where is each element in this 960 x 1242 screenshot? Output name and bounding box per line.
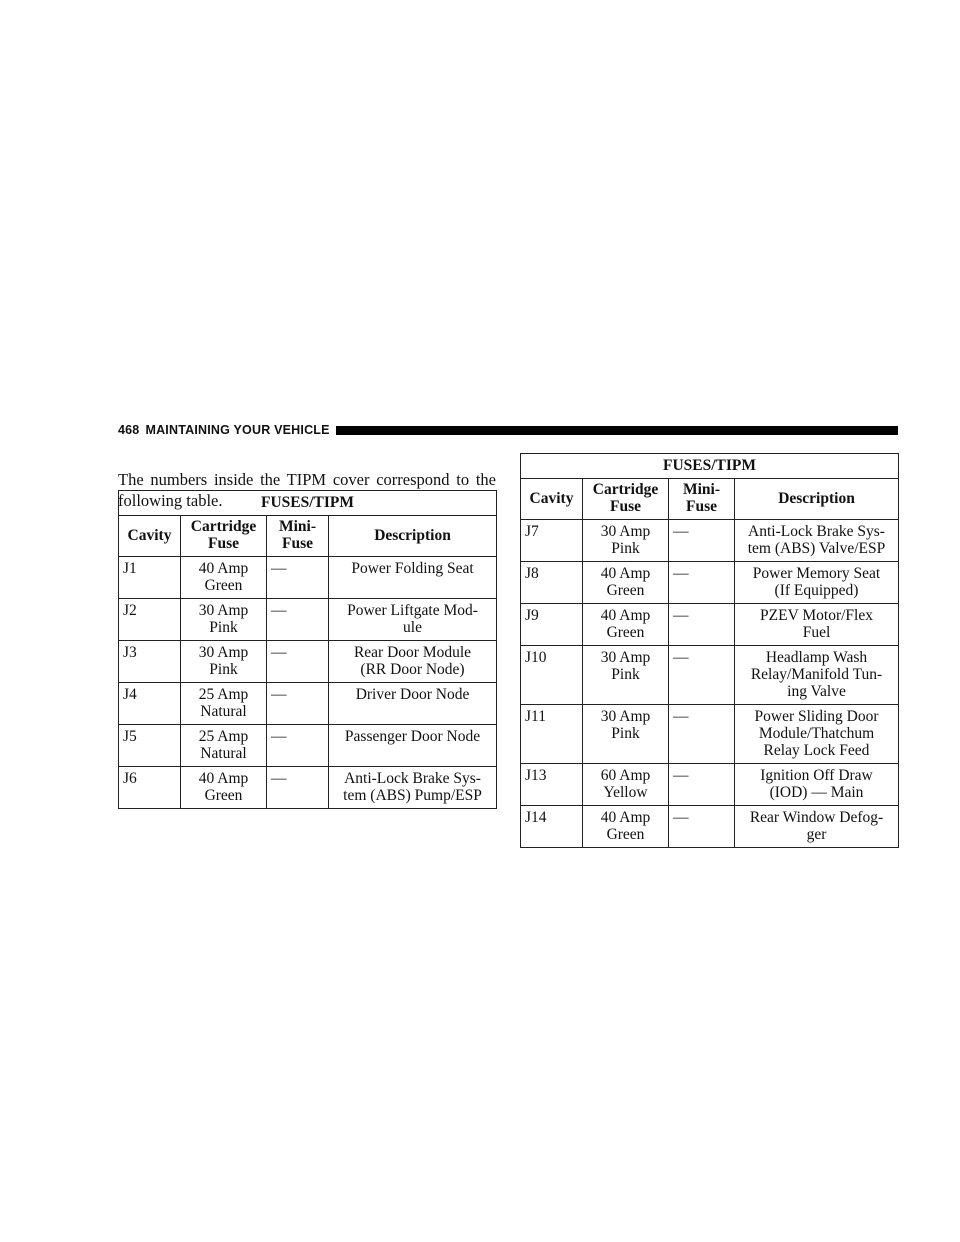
cell-cavity: J6	[119, 767, 181, 809]
cell-mini-fuse: —	[669, 806, 735, 848]
cell-cartridge-fuse: 40 Amp Green	[583, 562, 669, 604]
cell-cartridge-fuse: 40 Amp Green	[583, 806, 669, 848]
cell-cavity: J2	[119, 599, 181, 641]
cell-cartridge-fuse: 40 Amp Green	[181, 557, 267, 599]
fuses-tipm-table-left	[118, 490, 497, 809]
table-row	[119, 683, 497, 725]
cell-cavity: J8	[521, 562, 583, 604]
cell-mini-fuse: —	[267, 725, 329, 767]
column-header-cavity: Cavity	[521, 479, 583, 520]
page-number: 468	[118, 423, 140, 437]
cell-mini-fuse: —	[267, 683, 329, 725]
cell-description: Rear Door Module (RR Door Node)	[329, 641, 497, 683]
cell-cavity: J7	[521, 520, 583, 562]
cell-mini-fuse: —	[669, 520, 735, 562]
table-row	[521, 646, 899, 705]
cell-cartridge-fuse: 40 Amp Green	[181, 767, 267, 809]
cell-cartridge-fuse: 25 Amp Natural	[181, 683, 267, 725]
cell-description: Anti-Lock Brake Sys- tem (ABS) Pump/ESP	[329, 767, 497, 809]
cell-cartridge-fuse: 30 Amp Pink	[583, 646, 669, 705]
cell-description: Rear Window Defog- ger	[735, 806, 899, 848]
cell-description: Driver Door Node	[329, 683, 497, 725]
cell-cavity: J5	[119, 725, 181, 767]
table-row	[521, 764, 899, 806]
cell-description: Passenger Door Node	[329, 725, 497, 767]
table-title: FUSES/TIPM	[521, 454, 899, 479]
cell-cavity: J9	[521, 604, 583, 646]
table-row	[119, 557, 497, 599]
cell-mini-fuse: —	[669, 562, 735, 604]
table-row	[521, 520, 899, 562]
cell-cartridge-fuse: 30 Amp Pink	[181, 599, 267, 641]
column-header-cartridge-fuse: Cartridge Fuse	[181, 516, 267, 557]
cell-description: Power Liftgate Mod- ule	[329, 599, 497, 641]
table-row	[521, 806, 899, 848]
table-row	[521, 604, 899, 646]
column-header-description: Description	[329, 516, 497, 557]
table-row	[119, 599, 497, 641]
cell-description: Power Sliding Door Module/Thatchum Relay Lock Feed	[735, 705, 899, 764]
cell-mini-fuse: —	[669, 764, 735, 806]
cell-cavity: J13	[521, 764, 583, 806]
cell-mini-fuse: —	[669, 646, 735, 705]
table-row	[119, 725, 497, 767]
table-row	[521, 705, 899, 764]
page-header	[118, 420, 898, 440]
cell-cartridge-fuse: 30 Amp Pink	[583, 705, 669, 764]
cell-description: Ignition Off Draw (IOD) — Main	[735, 764, 899, 806]
cell-cavity: J1	[119, 557, 181, 599]
cell-cartridge-fuse: 25 Amp Natural	[181, 725, 267, 767]
cell-mini-fuse: —	[669, 705, 735, 764]
table-title: FUSES/TIPM	[119, 491, 497, 516]
cell-mini-fuse: —	[267, 557, 329, 599]
table-row	[119, 641, 497, 683]
column-header-row	[119, 516, 497, 557]
section-title: MAINTAINING YOUR VEHICLE	[145, 423, 330, 437]
cell-mini-fuse: —	[267, 641, 329, 683]
intro-paragraph: The numbers inside the TIPM cover correspond to the following table.	[118, 469, 496, 510]
cell-cavity: J4	[119, 683, 181, 725]
cell-cartridge-fuse: 60 Amp Yellow	[583, 764, 669, 806]
cell-cartridge-fuse: 30 Amp Pink	[583, 520, 669, 562]
cell-mini-fuse: —	[267, 599, 329, 641]
fuses-tipm-table-right	[520, 453, 899, 848]
table-row	[521, 562, 899, 604]
column-header-cavity: Cavity	[119, 516, 181, 557]
cell-cavity: J11	[521, 705, 583, 764]
cell-cavity: J10	[521, 646, 583, 705]
cell-cavity: J3	[119, 641, 181, 683]
table-row	[119, 767, 497, 809]
header-rule	[336, 426, 898, 435]
column-header-mini-fuse: Mini- Fuse	[267, 516, 329, 557]
cell-cartridge-fuse: 30 Amp Pink	[181, 641, 267, 683]
cell-cavity: J14	[521, 806, 583, 848]
cell-description: Anti-Lock Brake Sys- tem (ABS) Valve/ESP	[735, 520, 899, 562]
column-header-description: Description	[735, 479, 899, 520]
column-header-cartridge-fuse: Cartridge Fuse	[583, 479, 669, 520]
cell-cartridge-fuse: 40 Amp Green	[583, 604, 669, 646]
cell-mini-fuse: —	[267, 767, 329, 809]
column-header-row	[521, 479, 899, 520]
cell-mini-fuse: —	[669, 604, 735, 646]
cell-description: Power Folding Seat	[329, 557, 497, 599]
cell-description: Headlamp Wash Relay/Manifold Tun- ing Valve	[735, 646, 899, 705]
cell-description: PZEV Motor/Flex Fuel	[735, 604, 899, 646]
column-header-mini-fuse: Mini- Fuse	[669, 479, 735, 520]
cell-description: Power Memory Seat (If Equipped)	[735, 562, 899, 604]
